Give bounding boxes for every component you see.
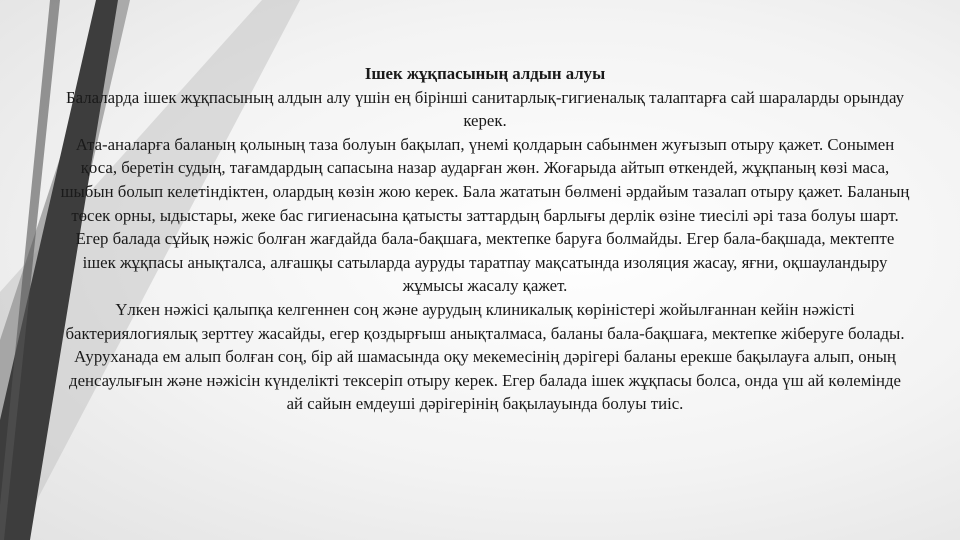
paragraph-2: Ата-аналарға баланың қолының таза болуын бақылап, үнемі қолдарын сабынмен жуғызып отыру қажет. Сонымен қоса, беретін судың, тағамдардың сапасына назар аударған жөн. Жоғарыда айтып өткендей, жұқпаның көзі маса, шыбын болып келетіндіктен, олардың көзін жою керек. Бала жататын бөлмені әрдайым тазалап отыру қажет. Баланың төсек орны, ыдыстары, жеке бас гигиенасына қатысты заттардың барлығы дерлік өзіне тиесілі әрі таза болуы шарт. bbox=[60, 134, 910, 225]
slide-content bbox=[60, 62, 910, 416]
paragraph-5: Ауруханада ем алып болған соң, бір ай шамасында оқу мекемесінің дәрігері баланы ерекше бақылауға алып, оның денсаулығын және нәжісін күнделікті тексеріп отыру керек. Егер балада ішек жұқпасы болса, онда үш ай көлемінде ай сайын емдеуші дәрігерінің бақылауында болуы тиіс. bbox=[69, 347, 901, 414]
paragraph-4: Үлкен нәжісі қалыпқа келгеннен соң және аурудың клиникалық көріністері жойылғаннан кейін нәжісті бактериялогиялық зерттеу жасайды, егер қоздырғыш анықталмаса, баланы бала-бақшаға, мектепке жіберуге болады. bbox=[65, 299, 905, 343]
paragraph-3: Егер балада сұйық нәжіс болған жағдайда бала-бақшаға, мектепке баруға болмайды. Егер бала-бақшада, мектепте ішек жұқпасы анықталса, алғашқы сатыларда ауруды таратпау мақсатында изоляция жасау, яғни, оқшауландыру жұмысы жасалу қажет. bbox=[75, 229, 895, 296]
paragraph-1: Балаларда ішек жұқпасының алдын алу үшін ең бірінші санитарлық-гигиеналық талаптарға сай шараларды орындау керек. bbox=[66, 87, 904, 131]
slide-title: Ішек жұқпасының алдын алуы bbox=[364, 64, 606, 83]
